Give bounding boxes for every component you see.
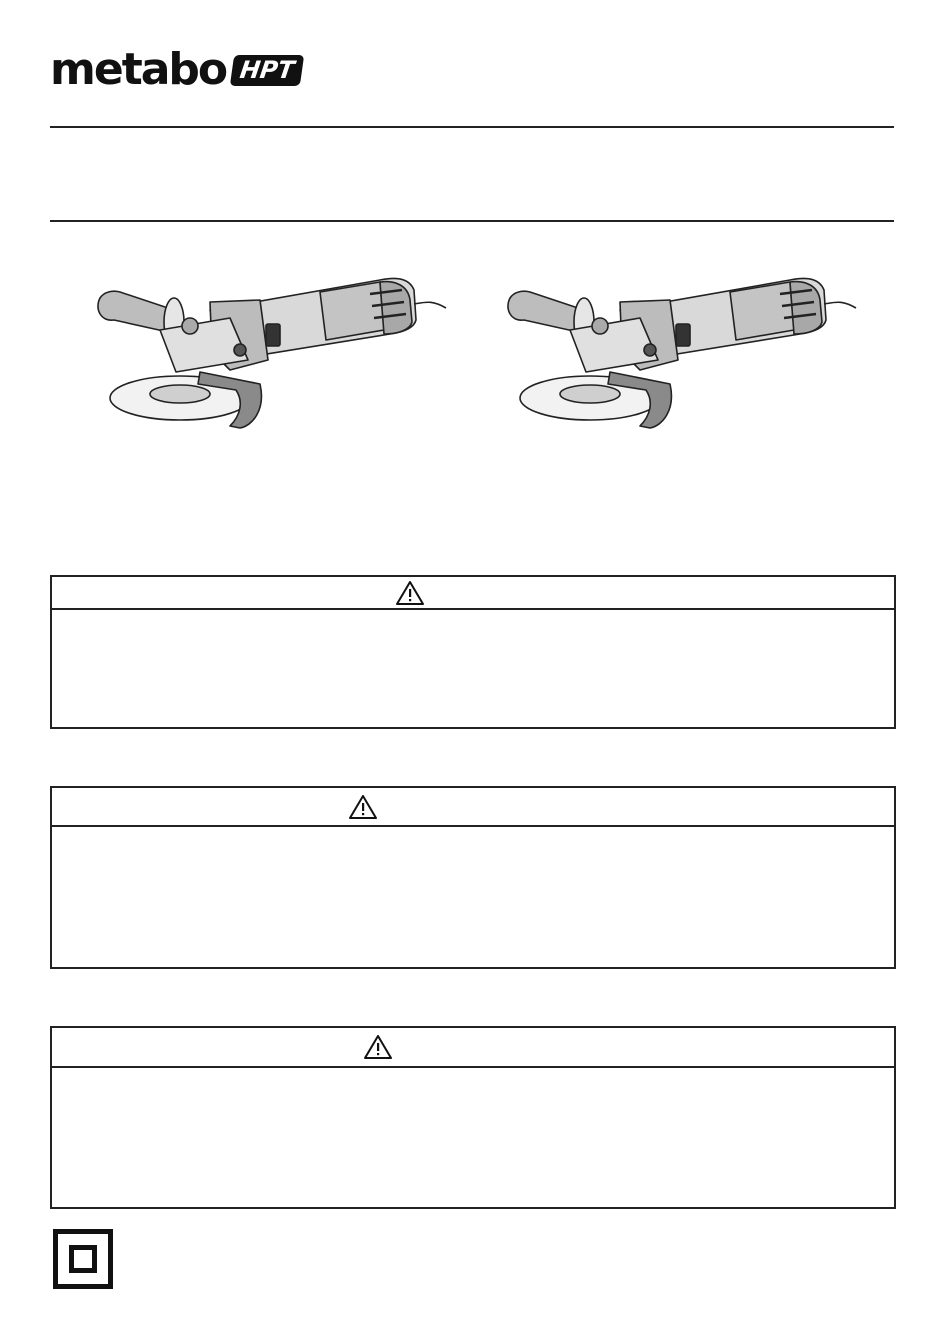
warning-box-2-header <box>52 788 894 827</box>
logo-wordmark: metabo <box>50 44 227 95</box>
angle-grinder-illustration-right <box>490 260 870 440</box>
warning-triangle-icon <box>348 794 378 820</box>
warning-triangle-icon <box>363 1034 393 1060</box>
brand-logo <box>50 44 302 95</box>
double-insulated-inner-square <box>69 1245 97 1273</box>
title-rule-top <box>50 126 894 128</box>
warning-triangle-icon <box>395 580 425 606</box>
logo-badge: HPT <box>230 55 304 86</box>
double-insulated-square-icon <box>53 1229 113 1289</box>
warning-box-3-header <box>52 1028 894 1068</box>
title-rule-bottom <box>50 220 894 222</box>
warning-box-2 <box>50 786 896 969</box>
warning-box-3 <box>50 1026 896 1209</box>
angle-grinder-illustration-left <box>80 260 460 440</box>
warning-box-1 <box>50 575 896 729</box>
warning-box-1-header <box>52 577 894 610</box>
